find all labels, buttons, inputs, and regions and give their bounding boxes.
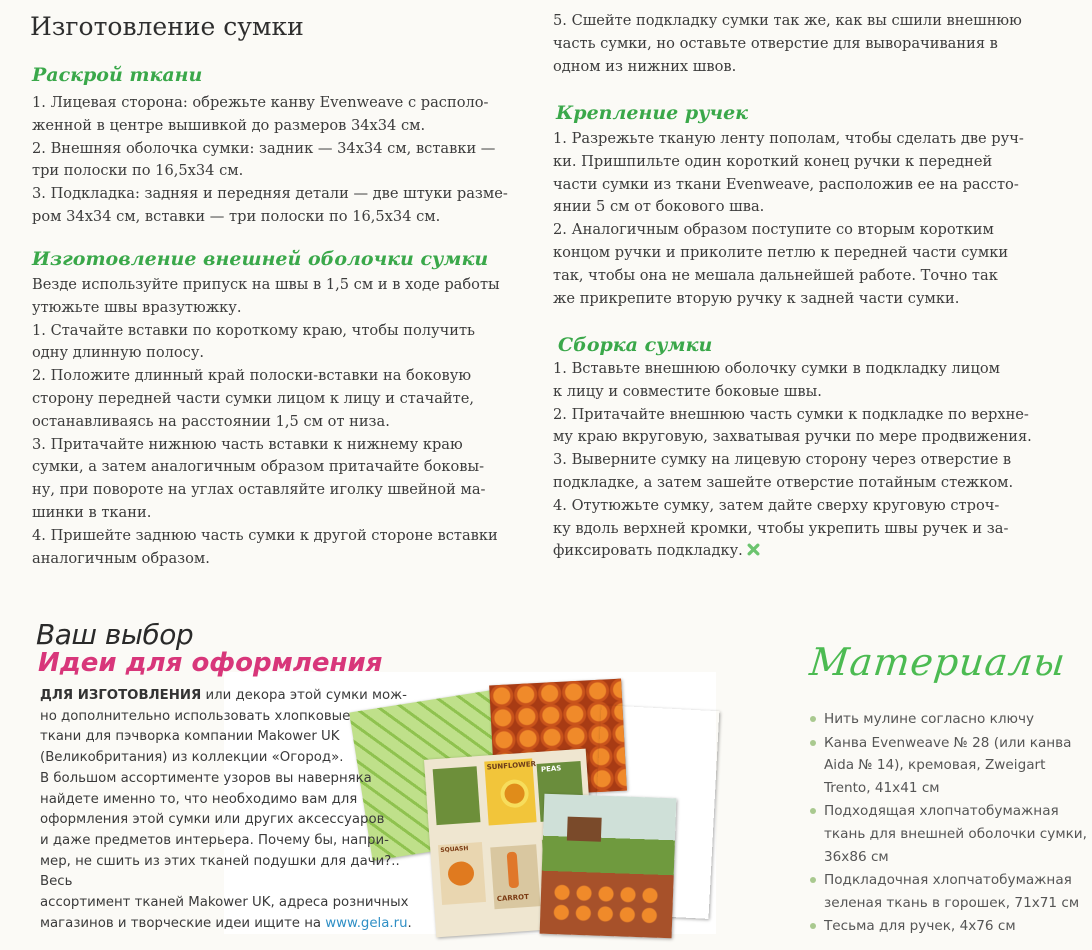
seed-packet xyxy=(490,844,540,909)
ideas-line: найдете именно то, что необходимо вам для xyxy=(40,791,358,807)
obolochka-line: сторону передней части сумки лицом к лицу и стачайте, xyxy=(32,389,474,407)
raskroy-line: женной в центре вышивкой до размеров 34х34 см. xyxy=(32,116,426,134)
podkladka-text xyxy=(553,10,1065,78)
sborka-line: 4. Отутюжьте сумку, затем дайте сверху круговую строч- xyxy=(553,496,1000,514)
obolochka-line: ну, при повороте на углах оставляйте иголку швейной ма- xyxy=(32,481,486,499)
end-mark-cross-icon xyxy=(747,543,760,556)
ruchki-line: концом ручки и приколите петлю к передней части сумки xyxy=(553,243,1009,261)
seed-packet-label: CARROT xyxy=(496,892,530,904)
podkladka-line: часть сумки, но оставьте отверстие для выворачивания в xyxy=(553,34,998,52)
materials-item: Подходящая хлопчатобумажная ткань для внешней оболочки сумки, 36х86 см xyxy=(804,800,1092,868)
sborka-line: к лицу и совместите боковые швы. xyxy=(553,382,822,400)
raskroy-line: ром 34х34 см, вставки — три полоски по 16,5х34 см. xyxy=(32,207,441,225)
heading-ruchki: Крепление ручек xyxy=(556,102,749,124)
ruchki-line: же прикрепите вторую ручку к задней части сумки. xyxy=(553,289,960,307)
heading-sborka: Сборка сумки xyxy=(558,334,713,356)
seed-packet xyxy=(438,842,486,905)
ideas-line-rest: или декора этой сумки мож- xyxy=(201,688,407,703)
ruchki-line: янии 5 см от бокового шва. xyxy=(553,198,765,216)
obolochka-line: 1. Стачайте вставки по короткому краю, чтобы получить xyxy=(32,321,476,339)
ruchki-line: части сумки из ткани Evenweave, расположив ее на рассто- xyxy=(553,175,1019,193)
ideas-text xyxy=(40,686,412,934)
obolochka-line: Везде используйте припуск на швы в 1,5 см и в ходе работы xyxy=(32,276,500,293)
pumpkin-patch xyxy=(550,882,661,926)
ideas-link-suffix: . xyxy=(407,915,412,931)
seed-packet xyxy=(484,758,536,825)
ideas-line xyxy=(40,686,412,707)
raskroy-line: 2. Внешняя оболочка сумки: задник — 34х34 см, вставки — xyxy=(32,139,496,157)
raskroy-line: 3. Подкладка: задняя и передняя детали — две штуки разме- xyxy=(32,185,508,203)
seed-packet xyxy=(433,766,481,825)
page-title: Изготовление сумки xyxy=(30,12,304,41)
obolochka-line: аналогичным образом. xyxy=(32,549,210,567)
seed-packet-label: PEAS xyxy=(540,764,562,774)
gela-link[interactable]: www.gela.ru xyxy=(325,915,408,931)
ruchki-line: 2. Аналогичным образом поступите со вторым коротким xyxy=(553,221,994,239)
ideas-last-prefix: магазинов и творческие идеи ищите на xyxy=(40,915,326,931)
materials-item: Канва Evenweave № 28 (или канва Aida № 14), кремовая, Zweigart Trento, 41х41 см xyxy=(804,732,1092,800)
podkladka-line: 5. Сшейте подкладку сумки так же, как вы сшили внешнюю xyxy=(553,12,1022,29)
shed-shape xyxy=(567,817,602,842)
ideas-line xyxy=(40,914,412,935)
sborka-line: ку вдоль верхней кромки, чтобы укрепить швы ручек и за- xyxy=(553,519,1009,537)
materials-list xyxy=(804,708,1092,939)
ideas-title: Идеи для оформления xyxy=(38,648,383,678)
ideas-kicker: Ваш выбор xyxy=(36,618,194,651)
ruchki-text xyxy=(553,128,1065,310)
sborka-line: 2. Притачайте внешнюю часть сумки к подкладке по верхне- xyxy=(553,405,1029,423)
seed-packet-label: SUNFLOWER xyxy=(486,760,537,772)
obolochka-line: сумки, а затем аналогичным образом притачайте боковы- xyxy=(32,458,485,476)
obolochka-text xyxy=(32,274,542,570)
materials-item: Тесьма для ручек, 4х76 см xyxy=(804,915,1092,938)
ideas-line: ткани для пэчворка компании Makower UK xyxy=(40,729,340,745)
materials-item: Подкладочная хлопчатобумажная зеленая ткань в горошек, 71х71 см xyxy=(804,869,1092,914)
ruchki-line: 1. Разрежьте тканую ленту пополам, чтобы сделать две руч- xyxy=(553,130,1024,147)
raskroy-line: 1. Лицевая сторона: обрежьте канву Evenweave с располо- xyxy=(32,94,489,111)
materials-title: Материалы xyxy=(807,640,1068,684)
ideas-line: и даже предметов интерьера. Почему бы, напри- xyxy=(40,832,389,848)
sborka-line: 3. Выверните сумку на лицевую сторону через отверстие в xyxy=(553,451,1012,469)
raskroy-line: три полоски по 16,5х34 см. xyxy=(32,162,244,180)
ideas-line: оформления этой сумки или других аксессуаров xyxy=(40,812,385,828)
sborka-line xyxy=(553,540,1065,563)
heading-raskroy: Раскрой ткани xyxy=(32,64,203,86)
obolochka-line: 4. Пришейте заднюю часть сумки к другой стороне вставки xyxy=(32,526,498,544)
obolochka-line: утюжьте швы вразутюжку. xyxy=(32,298,242,316)
obolochka-line: 3. Притачайте нижнюю часть вставки к нижнему краю xyxy=(32,435,463,453)
materials-item: Нить мулине согласно ключу xyxy=(804,708,1092,731)
fabric-allotment-swatch xyxy=(540,794,677,939)
raskroy-text xyxy=(32,92,542,229)
obolochka-line: останавливаясь на расстоянии 1,5 см от низа. xyxy=(32,412,390,430)
fabric-collage xyxy=(360,682,720,944)
ideas-line: (Великобритания) из коллекции «Огород». xyxy=(40,750,344,766)
obolochka-line: 2. Положите длинный край полоски-вставки на боковую xyxy=(32,367,472,385)
ideas-line: но дополнительно использовать хлопковые xyxy=(40,708,351,724)
sborka-line: 1. Вставьте внешнюю оболочку сумки в подкладку лицом xyxy=(553,360,1000,377)
sborka-line: подкладке, а затем зашейте отверстие потайным стежком. xyxy=(553,473,1014,491)
ideas-line: ассортимент тканей Makower UK, адреса розничных xyxy=(40,895,409,911)
ruchki-line: ки. Пришпильте один короткий конец ручки к передней xyxy=(553,152,993,170)
sborka-text xyxy=(553,358,1065,563)
obolochka-line: шинки в ткани. xyxy=(32,503,152,521)
heading-obolochka: Изготовление внешней оболочки сумки xyxy=(32,248,489,270)
ideas-lead-caps: ДЛЯ ИЗГОТОВЛЕНИЯ xyxy=(40,688,202,703)
seed-packet-label: SQUASH xyxy=(440,844,469,854)
ideas-line: мер, не сшить из этих тканей подушки для дачи?.. Весь xyxy=(40,853,400,890)
podkladka-line: одном из нижних швов. xyxy=(553,57,737,75)
ideas-line: В большом ассортименте узоров вы наверняка xyxy=(40,770,372,786)
ruchki-line: так, чтобы она не мешала дальнейшей работе. Точно так xyxy=(553,266,998,284)
obolochka-line: одну длинную полосу. xyxy=(32,344,205,362)
sborka-last-text: фиксировать подкладку. xyxy=(553,542,743,560)
sborka-line: му краю вкруговую, захватывая ручки по мере продвижения. xyxy=(553,428,1032,446)
